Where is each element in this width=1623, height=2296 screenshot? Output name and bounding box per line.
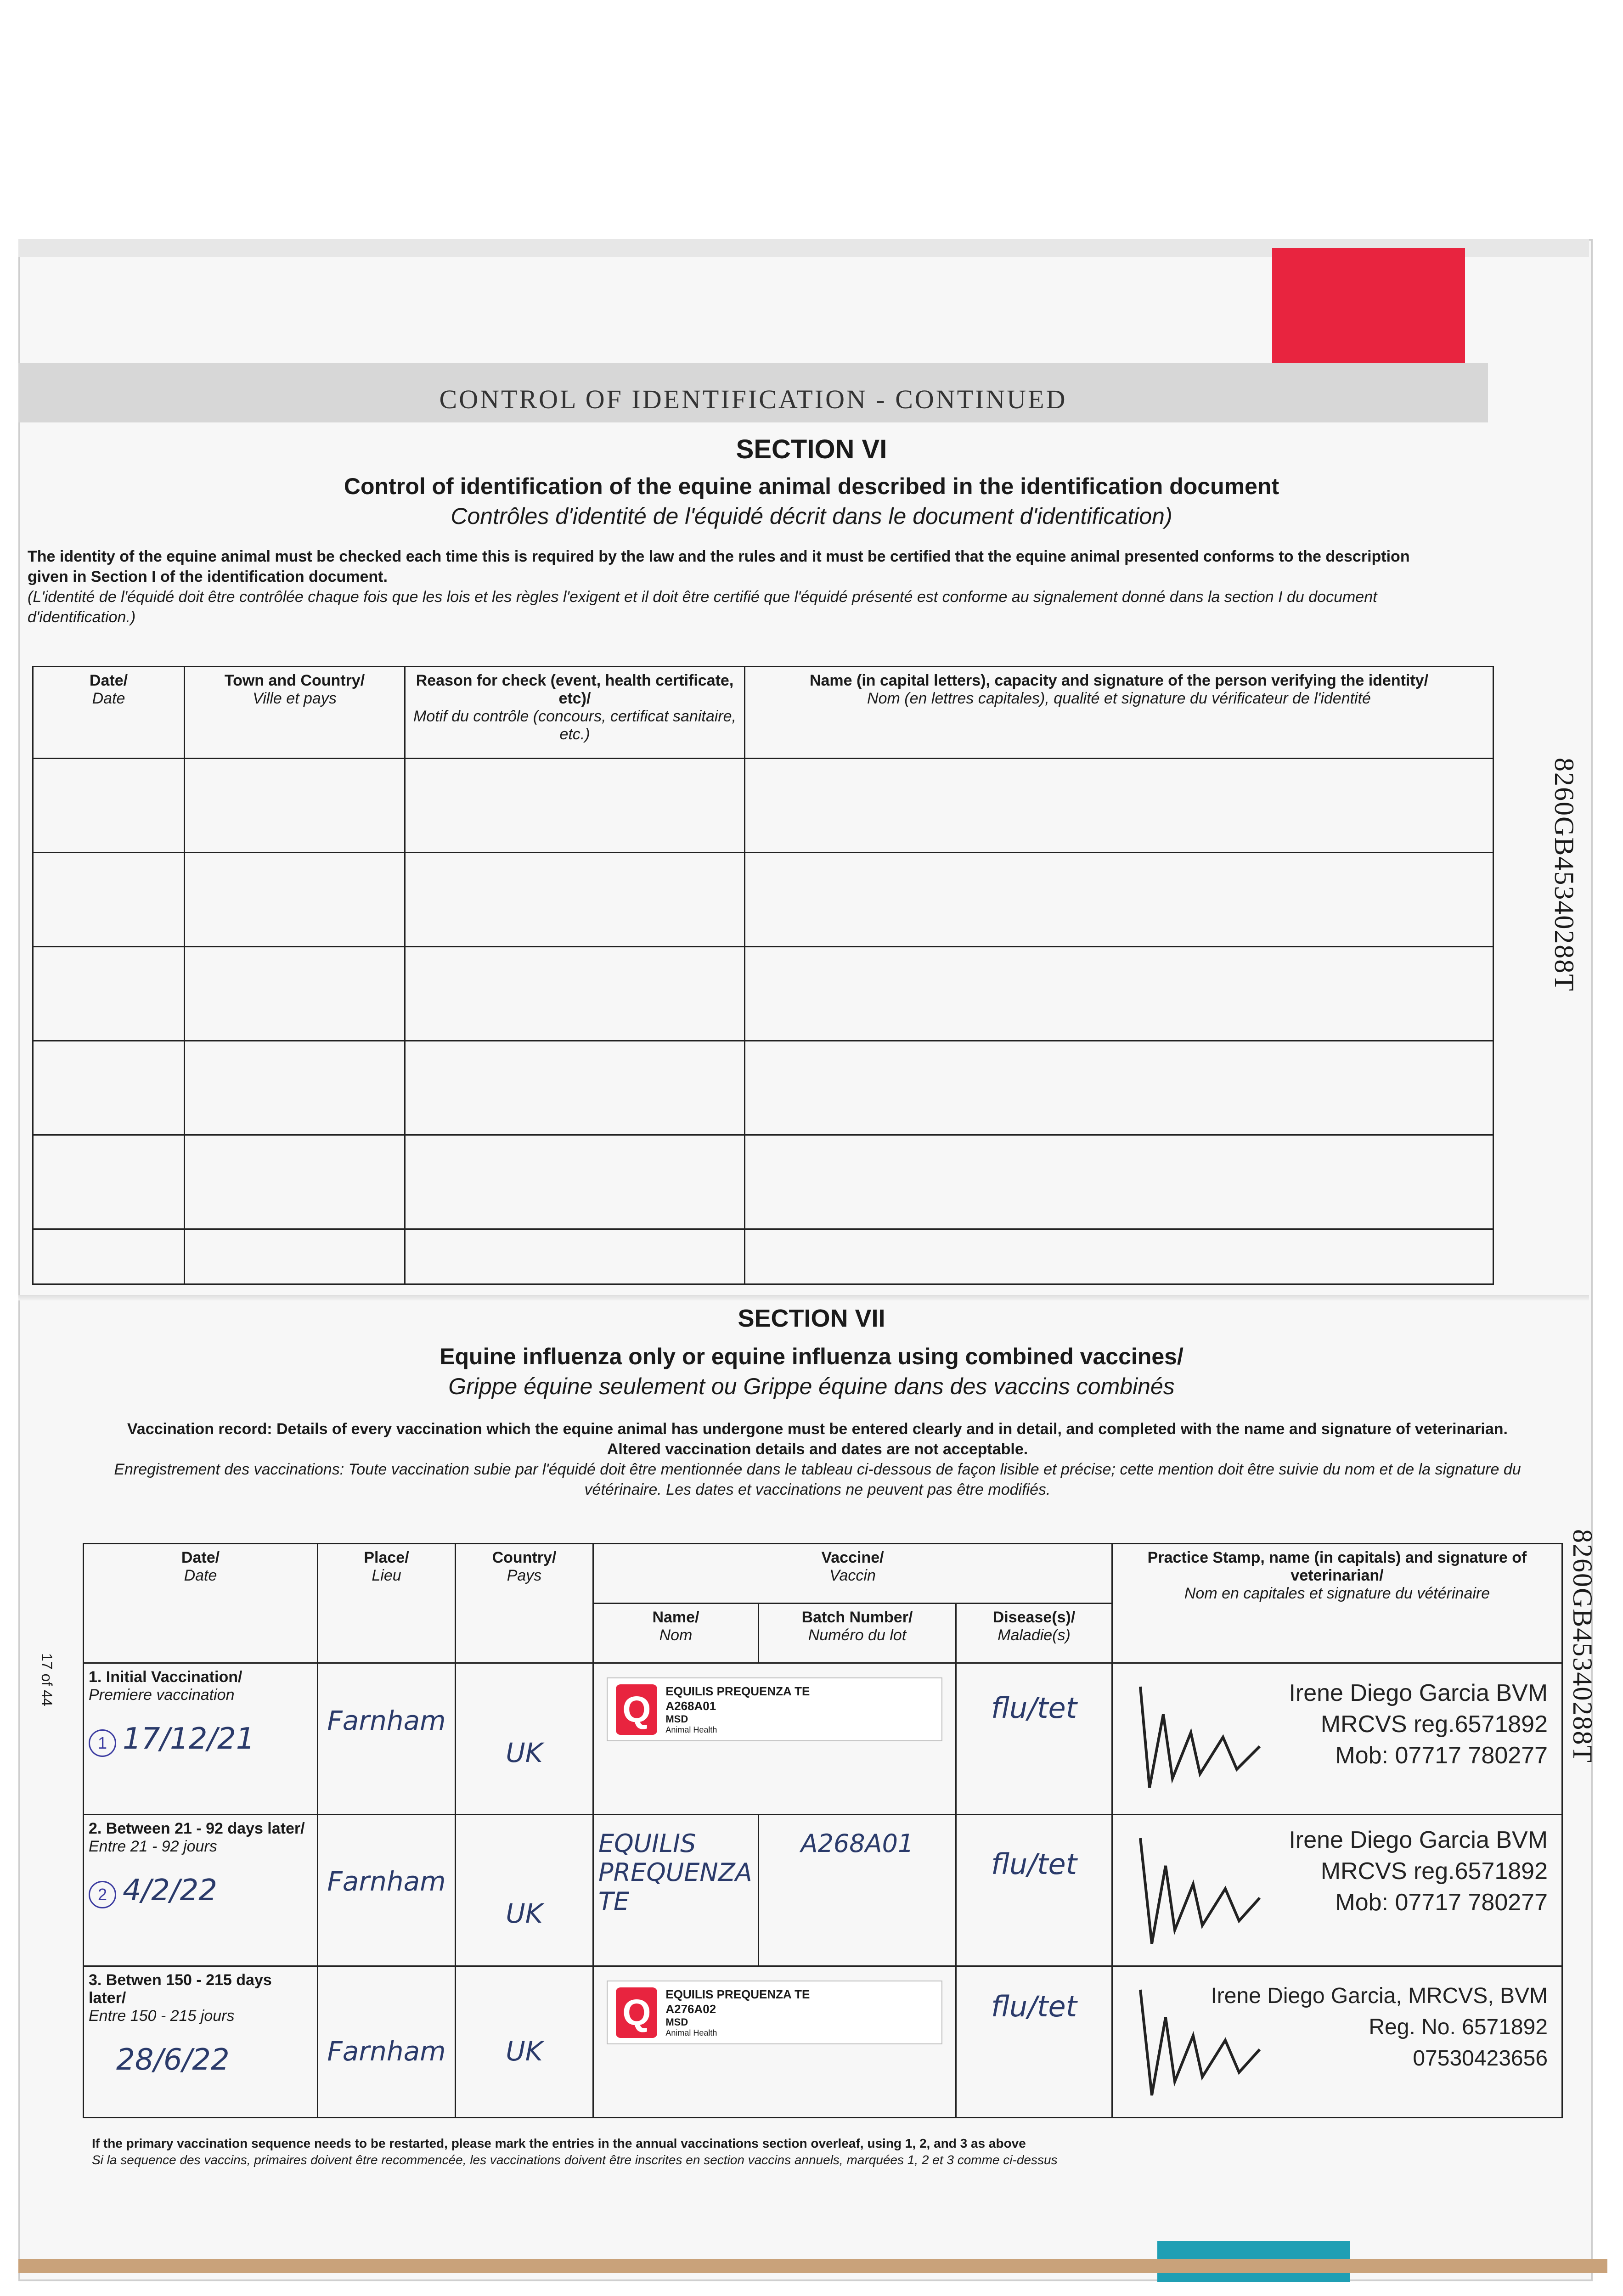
side-code-upper: 8260GB45340288T (1549, 758, 1579, 992)
vaccine-sticker-3: Q EQUILIS PREQUENZA TE A276A02 MSD Animal Health (607, 1981, 942, 2044)
row3-vaccine-label-cell (593, 1966, 956, 2118)
vaccine-sticker-1: Q EQUILIS PREQUENZA TE A268A01 MSD Animal Health (607, 1677, 942, 1741)
col-batch: Batch Number/ Numéro du lot (759, 1604, 956, 1663)
row1-date-cell: 1. Initial Vaccination/ Premiere vaccination 1 17/12/21 (84, 1663, 318, 1815)
row2-vet-stamp: Irene Diego Garcia BVM MRCVS reg.6571892 Mob: 07717 780277 (1289, 1827, 1548, 1916)
footer-fr: Si la sequence des vaccins, primaires doivent être recommencée, les vaccinations doivent être inscrites en section vaccins annuels, marquées 1, 2 et 3 comme ci-dessus (92, 2153, 1058, 2167)
section6-intro (28, 546, 1451, 627)
row1-disease: flu/tet (956, 1663, 1112, 1815)
col-vacc-date: Date/ Date (84, 1544, 318, 1663)
table-row (33, 1229, 1493, 1284)
section6-intro-fr: (L'identité de l'équidé doit être contrôlée chaque fois que les lois et les règles l'exigent et il doit être certifié que l'équidé présenté est conforme au signalement donné dans la section I du document d'identification.) (28, 588, 1377, 626)
section7-footer (92, 2135, 1516, 2168)
row1-date: 17/12/21 (123, 1722, 255, 1756)
col-country: Country/ Pays (456, 1544, 593, 1663)
row1-vet-stamp: Irene Diego Garcia BVM MRCVS reg.6571892 Mob: 07717 780277 (1289, 1680, 1548, 1769)
banner-text: CONTROL OF IDENTIFICATION - CONTINUED (439, 384, 1067, 414)
vaccination-table (83, 1543, 1563, 2118)
row2-vaccine-name: EQUILIS PREQUENZA TE (593, 1815, 759, 1966)
row1-vaccine-label-cell (593, 1663, 956, 1815)
section6-heading: SECTION VI (736, 434, 887, 464)
section7-intro-en2: Altered vaccination details and dates are not acceptable. (607, 1441, 1028, 1458)
row1-stamp-cell (1112, 1663, 1562, 1815)
row2-date: 4/2/22 (123, 1874, 217, 1908)
col-date: Date/ Date (33, 667, 185, 759)
col-verifier: Name (in capital letters), capacity and signature of the person verifying the identity/ Nom (en lettres capitales), qualité et signature du vérificateur de l'identité (745, 667, 1493, 759)
row2-date-cell: 2. Between 21 - 92 days later/ Entre 21 - 92 jours 2 4/2/22 (84, 1815, 318, 1966)
row2-circle-marker: 2 (89, 1881, 116, 1908)
section-banner (18, 363, 1488, 422)
vaccination-row-3 (84, 1966, 1562, 2118)
q-logo-icon: Q (616, 1987, 657, 2038)
row3-disease: flu/tet (956, 1966, 1112, 2118)
col-disease: Disease(s)/ Maladie(s) (956, 1604, 1112, 1663)
col-stamp: Practice Stamp, name (in capitals) and signature of veterinarian/ Nom en capitales et signature du vétérinaire (1112, 1544, 1562, 1663)
row3-place: Farnham (318, 1966, 456, 2118)
identity-check-table (32, 666, 1494, 1285)
col-town: Town and Country/ Ville et pays (185, 667, 405, 759)
section7-title-en: Equine influenza only or equine influenza using combined vaccines/ (440, 1344, 1183, 1369)
col-place: Place/ Lieu (318, 1544, 456, 1663)
col-vaccine-name: Name/ Nom (593, 1604, 759, 1663)
section7-intro-en: Vaccination record: Details of every vaccination which the equine animal has undergone must be entered clearly and in detail, and completed with the name and signature of veterinarian. (127, 1420, 1508, 1438)
table-row (33, 853, 1493, 947)
row2-signature-icon (1131, 1824, 1269, 1953)
row3-signature-icon (1131, 1976, 1269, 2105)
side-code-lower: 8260GB45340288T (1567, 1529, 1598, 1763)
col-vaccine: Vaccine/ Vaccin (593, 1544, 1112, 1604)
row2-disease: flu/tet (956, 1815, 1112, 1966)
page-bottom-edge (18, 2259, 1607, 2273)
page-number: 17 of 44 (39, 1653, 55, 1706)
row1-place: Farnham (318, 1663, 456, 1815)
row2-stamp-cell (1112, 1815, 1562, 1966)
section7-intro (87, 1419, 1548, 1500)
section7-title-fr: Grippe équine seulement ou Grippe équine dans des vaccins combinés (448, 1373, 1175, 1399)
row3-stamp-cell (1112, 1966, 1562, 2118)
table-row (33, 759, 1493, 853)
section6-intro-en: The identity of the equine animal must be checked each time this is required by the law and the rules and it must be certified that the equine animal presented conforms to the description given in Section I of the identification document. (28, 548, 1410, 585)
section6-title-fr: Contrôles d'identité de l'équidé décrit dans le document d'identification) (451, 503, 1172, 529)
row3-country: UK (456, 1966, 593, 2118)
vaccination-row-2 (84, 1815, 1562, 1966)
table-row (33, 947, 1493, 1041)
page-fold (18, 1295, 1589, 1300)
section6-title-en: Control of identification of the equine animal described in the identification document (344, 473, 1279, 499)
row3-date: 28/6/22 (116, 2043, 230, 2077)
table-row (33, 1041, 1493, 1135)
row2-country: UK (456, 1815, 593, 1966)
row1-signature-icon (1131, 1677, 1269, 1797)
section7-heading: SECTION VII (738, 1305, 885, 1332)
vaccination-row-1 (84, 1663, 1562, 1815)
row3-vet-stamp: Irene Diego Garcia, MRCVS, BVM Reg. No. 6571892 07530423656 (1211, 1984, 1548, 2071)
section7-intro-fr: Enregistrement des vaccinations: Toute vaccination subie par l'équidé doit être mentionnée dans le tableau ci-dessous de façon lisible et précise; cette mention doit être suivie du nom et de la signature du vétérinaire. Les dates et vaccinations ne peuvent pas être modifiés. (114, 1461, 1521, 1498)
row2-place: Farnham (318, 1815, 456, 1966)
row1-circle-marker: 1 (89, 1729, 116, 1757)
row2-batch: A268A01 (759, 1815, 956, 1966)
table-row (33, 1135, 1493, 1229)
red-page-tab (1272, 248, 1465, 363)
footer-en: If the primary vaccination sequence needs to be restarted, please mark the entries in the annual vaccinations section overleaf, using 1, 2, and 3 as above (92, 2136, 1026, 2150)
row3-date-cell: 3. Betwen 150 - 215 days later/ Entre 150 - 215 jours 28/6/22 (84, 1966, 318, 2118)
q-logo-icon: Q (616, 1684, 657, 1735)
col-reason: Reason for check (event, health certificate, etc)/ Motif du contrôle (concours, certificat sanitaire, etc.) (405, 667, 745, 759)
row1-country: UK (456, 1663, 593, 1815)
